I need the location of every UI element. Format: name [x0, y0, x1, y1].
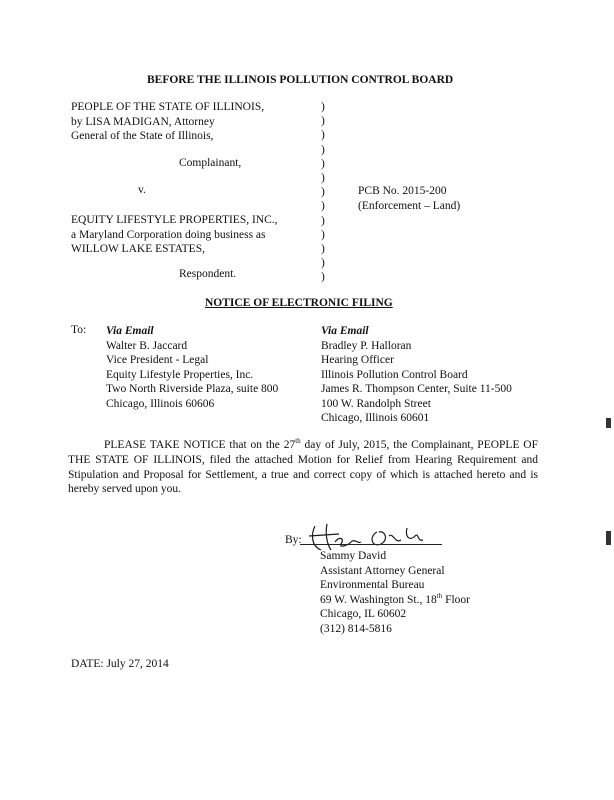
scan-mark: [606, 531, 611, 545]
recipient-method: Via Email: [106, 325, 154, 337]
recipient-line: Bradley P. Halloran: [321, 339, 412, 352]
plaintiff-line: by LISA MADIGAN, Attorney: [71, 115, 215, 128]
signer-address: 69 W. Washington St., 18th Floor: [320, 591, 471, 606]
signer-block: [320, 549, 470, 636]
recipient-line: Vice President - Legal: [106, 354, 209, 366]
by-label: By:: [285, 534, 302, 546]
signer-city: Chicago, IL 60602: [320, 608, 407, 620]
signer-phone: (312) 814-5816: [320, 622, 392, 635]
defendant-line: EQUITY LIFESTYLE PROPERTIES, INC.,: [71, 214, 278, 226]
recipient-line: James R. Thompson Center, Suite 11-500: [321, 383, 512, 395]
plaintiff-line: PEOPLE OF THE STATE OF ILLINOIS,: [71, 101, 265, 113]
board-title: BEFORE THE ILLINOIS POLLUTION CONTROL BOARD: [147, 74, 454, 86]
caption-parentheses: ) ) ) ) ) ) ) ) ) ) ) ) ): [321, 101, 325, 284]
recipient-line: Walter B. Jaccard: [106, 339, 188, 352]
defendant-line: a Maryland Corporation doing business as: [71, 228, 266, 241]
signer-line: Assistant Attorney General: [320, 564, 445, 577]
recipient-line: Chicago, Illinois 60601: [321, 412, 430, 424]
date-line: DATE: July 27, 2014: [71, 658, 169, 670]
case-number: PCB No. 2015-200: [358, 185, 447, 197]
recipient-method: Via Email: [321, 325, 369, 337]
case-type: (Enforcement – Land): [358, 200, 461, 212]
signer-line: Environmental Bureau: [320, 579, 425, 591]
recipient-line: Equity Lifestyle Properties, Inc.: [106, 368, 254, 381]
recipient-line: Chicago, Illinois 60606: [106, 397, 215, 410]
signature-line: [300, 544, 442, 545]
recipient-left: [106, 324, 278, 411]
plaintiff-line: General of the State of Illinois,: [71, 130, 214, 142]
defendant-block: [71, 213, 278, 257]
plaintiff-block: [71, 100, 264, 144]
recipient-right: [321, 324, 512, 426]
notice-body: PLEASE TAKE NOTICE that on the 27th day of July, 2015, the Complainant, PEOPLE OF THE STATE OF ILLINOIS, filed the attached Motion for Relief from Hearing Requirement and Stipulation and Proposal for Settlement, a true and correct copy of which is attached hereto and is hereby served upon you.: [68, 437, 539, 496]
recipient-line: Hearing Officer: [321, 354, 394, 366]
notice-title: NOTICE OF ELECTRONIC FILING: [205, 297, 393, 309]
scan-mark: [606, 418, 611, 428]
recipient-line: Illinois Pollution Control Board: [321, 368, 468, 381]
recipient-line: Two North Riverside Plaza, suite 800: [106, 383, 279, 395]
complainant-label: Complainant,: [179, 157, 242, 169]
versus-label: v.: [138, 184, 146, 196]
defendant-line: WILLOW LAKE ESTATES,: [71, 243, 205, 255]
signer-line: Sammy David: [320, 550, 387, 562]
recipient-line: 100 W. Randolph Street: [321, 397, 431, 410]
to-label: To:: [71, 324, 87, 336]
respondent-label: Respondent.: [179, 268, 237, 280]
